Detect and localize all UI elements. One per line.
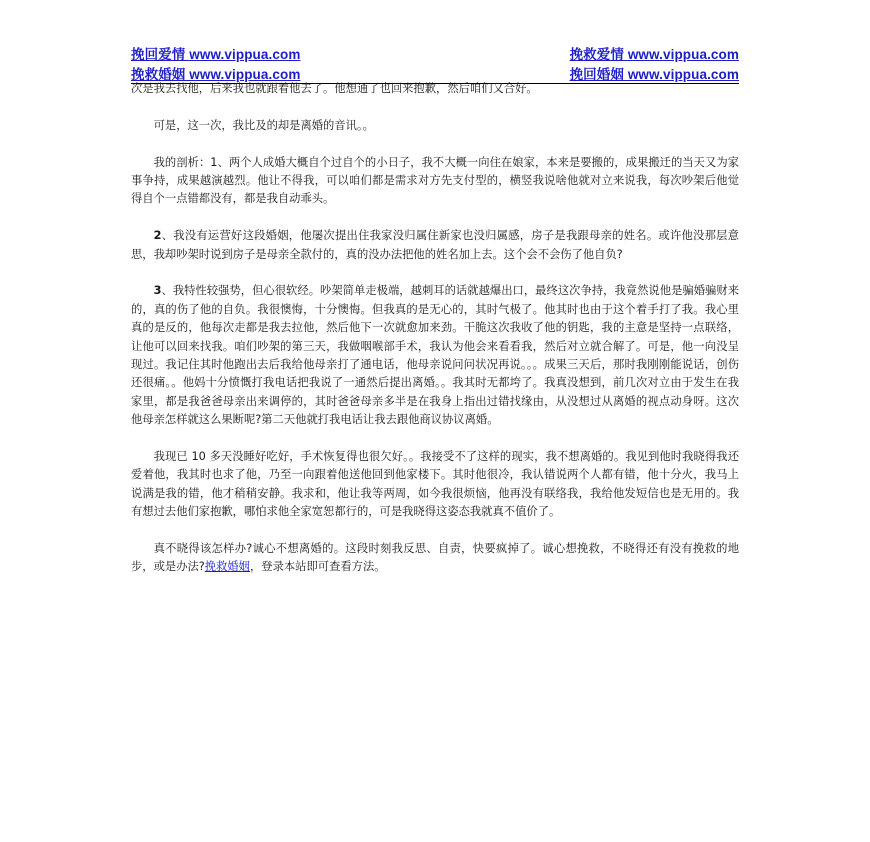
paragraph-text: 真不晓得该怎样办?诚心不想离婚的。这段时刻我反思、自责，快要疯掉了。诚心想挽救，不晓得还有没有挽救的地步，或是办法? [131, 542, 739, 574]
paragraph [131, 117, 739, 135]
paragraph-text: ，登录本站即可查看方法。 [249, 560, 386, 574]
page-header [131, 41, 739, 84]
paragraph-text: 、我特性较强势，但心很软经。吵架简单走极端，越刺耳的话就越爆出口，最终这次争持，我竟然说他是骗婚骗财来的，真的伤了他的自负。我很懊悔，十分懊悔。但我真的是无心的，其时气极了。他其时也由于这个着手打了我。我心里真的是反的，他每次走都是我去拉他，然后他下一次就愈加来劲。干脆这次我收了他的钥匙，我的主意是坚持一点联络，让他可以回来找我。咱们吵架的第三天，我做咽喉部手术，我认为他会来看看我，然后对立就合解了。可是，他一向没呈现过。我记住其时他跑出去后我给他母亲打了通电话，他母亲说问问状况再说。。。成果三天后，那时我刚刚能说话，创伤还很痛。。他妈十分愤慨打我电话把我说了一通然后提出离婚。。我其时无都垮了。我真没想到，前几次对立由于发生在我家里，都是我爸爸母亲出来调停的，其时爸爸母亲多半是在我身上指出过错找缘由，从没想过从离婚的视点动身呀。这次他母亲怎样就这么果断呢?第二天他就打我电话让我去跟他商议协议离婚。 [131, 284, 739, 427]
header-link-bottom-right[interactable]: 挽回婚姻 www.vippua.com [569, 67, 739, 82]
point-number: 2 [153, 229, 162, 243]
header-link-bottom-left[interactable]: 挽救婚姻 www.vippua.com [131, 67, 301, 82]
paragraph-point-3 [131, 282, 739, 429]
paragraph-point-2 [131, 227, 739, 264]
paragraph-text: 我的剖析：1、两个人成婚大概自个过自个的小日子，我不大概一向住在娘家，本来是要搬的，成果搬迁的当天又为家事争持，成果越演越烈。他让不得我，可以咱们都是需求对方先支付型的，横竖我说啥他就对立来说我，每次吵架后他觉得自个一点错都没有，都是我自动乖头。 [131, 155, 739, 206]
paragraph-text: 、我没有运营好这段婚姻，他屡次提出住我家没归属住新家也没归属感，房子是我跟母亲的姓名。或许他没那层意思，我却吵架时说到房子是母亲全款付的，真的没办法把他的姓名加上去。这个会不会伤了他自负? [131, 229, 739, 261]
paragraph-text: 次是我去找他，后来我也就跟着他去了。他想通了也回来抱歉，然后咱们又合好。 [131, 82, 538, 95]
paragraph-text: 可是，这一次，我比及的却是离婚的音讯。。 [153, 118, 374, 132]
header-link-top-right[interactable]: 挽救爱情 www.vippua.com [569, 47, 739, 62]
paragraph-continuation [131, 80, 739, 98]
article-body [131, 80, 739, 595]
paragraph-text: 我现已 10 多天没睡好吃好，手术恢复得也很欠好。。我接受不了这样的现实，我不想离婚的。我见到他时我晓得我还爱着他，我其时也求了他，乃至一向跟着他送他回到他家楼下。其时他很冷，我认错说两个人都有错，他十分火，我马上说满是我的错，他才稍稍安静。我求和，他让我等两周，如今我很烦恼，他再没有联络我，我给他发短信也是无用的。我有想过去他们家抱歉，哪怕求他全家宽恕都行的，可是我晓得这姿态我就真不值价了。 [131, 450, 739, 519]
paragraph [131, 448, 739, 522]
paragraph-analysis [131, 154, 739, 209]
header-link-top-left[interactable]: 挽回爱情 www.vippua.com [131, 47, 301, 62]
save-marriage-link[interactable]: 挽救婚姻 [204, 560, 250, 574]
paragraph-closing [131, 540, 739, 577]
point-number: 3 [153, 284, 162, 298]
